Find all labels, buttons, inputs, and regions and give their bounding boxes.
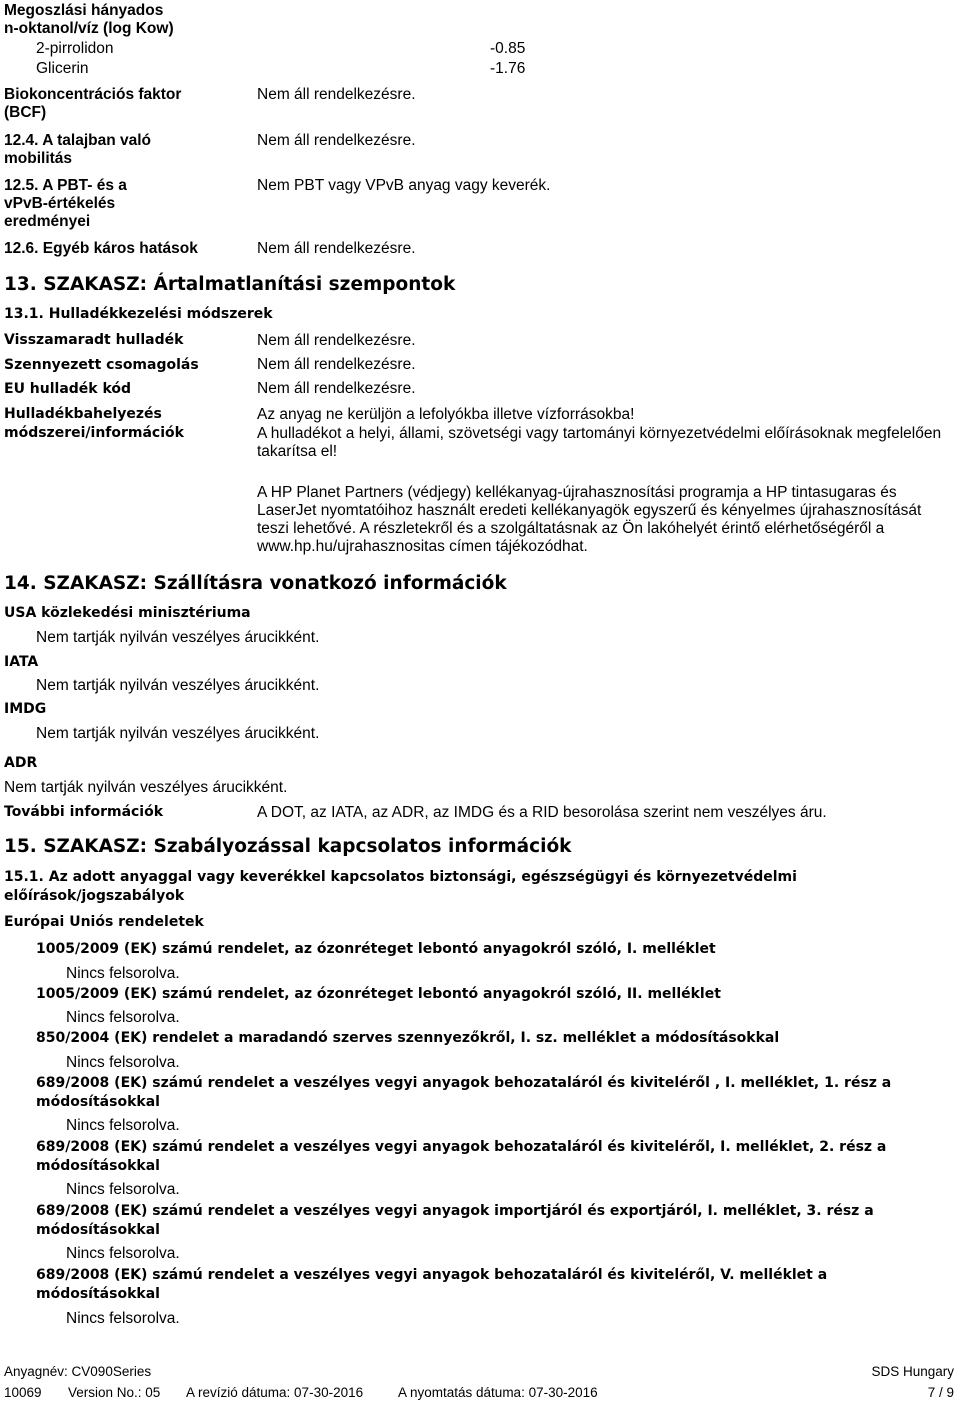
soil-mobility-value: Nem áll rendelkezésre.: [257, 132, 416, 149]
eu-waste-code-label: EU hulladék kód: [4, 381, 132, 397]
section-15-heading: 15. SZAKASZ: Szabályozással kapcsolatos információk: [4, 836, 572, 857]
eu-regulations-label: Európai Uniós rendeletek: [4, 914, 204, 930]
eu-waste-code-value: Nem áll rendelkezésre.: [257, 380, 416, 397]
contaminated-packaging-value: Nem áll rendelkezésre.: [257, 356, 416, 373]
contaminated-packaging-label: Szennyezett csomagolás: [4, 357, 199, 373]
pbt-value: Nem PBT vagy VPvB anyag vagy keverék.: [257, 177, 551, 194]
pbt-label: 12.5. A PBT- és a vPvB-értékelés eredményei: [4, 177, 127, 230]
regulation-title: 689/2008 (EK) számú rendelet a veszélyes vegyi anyagok behozataláról és kiviteléről, V. melléklet a módosításokkal: [36, 1267, 828, 1302]
bcf-label: Biokoncentrációs faktor (BCF): [4, 86, 182, 121]
other-effects-label: 12.6. Egyéb káros hatások: [4, 240, 198, 257]
other-effects-value: Nem áll rendelkezésre.: [257, 240, 416, 257]
iata-label: IATA: [4, 654, 39, 670]
regulation-status: Nincs felsorolva.: [66, 1117, 180, 1134]
adr-label: ADR: [4, 755, 38, 771]
footer-sds-label: SDS Hungary: [871, 1364, 954, 1379]
usa-dot-label: USA közlekedési minisztériuma: [4, 605, 251, 621]
adr-value: Nem tartják nyilván veszélyes árucikként.: [4, 779, 288, 796]
iata-value: Nem tartják nyilván veszélyes árucikként.: [36, 677, 320, 694]
footer-print-date: A nyomtatás dátuma: 07-30-2016: [398, 1385, 598, 1400]
section-13-heading: 13. SZAKASZ: Ártalmatlanítási szempontok: [4, 274, 456, 295]
footer-version: Version No.: 05: [68, 1385, 161, 1400]
disposal-instruction-1: Az anyag ne kerüljön a lefolyókba illetve vízforrásokba!: [257, 406, 635, 423]
further-info-value: A DOT, az IATA, az ADR, az IMDG és a RID besorolása szerint nem veszélyes áru.: [257, 804, 827, 821]
regulation-title: 689/2008 (EK) számú rendelet a veszélyes vegyi anyagok importjáról és exportjáról, I. melléklet, 3. rész a módosításokkal: [36, 1203, 874, 1238]
regulation-title: 689/2008 (EK) számú rendelet a veszélyes vegyi anyagok behozataláról és kiviteléről, I. melléklet, 2. rész a módosításokkal: [36, 1139, 887, 1174]
imdg-value: Nem tartják nyilván veszélyes árucikként.: [36, 725, 320, 742]
section-14-heading: 14. SZAKASZ: Szállításra vonatkozó információk: [4, 573, 507, 594]
disposal-methods-label: Hulladékbahelyezés módszerei/információk: [4, 406, 184, 441]
regulation-status: Nincs felsorolva.: [66, 965, 180, 982]
disposal-instruction-2: A hulladékot a helyi, állami, szövetségi vagy tartományi környezetvédelmi előírásoknak megfelelően takarítsa el!: [257, 425, 942, 460]
partition-row-name: 2-pirrolidon: [36, 40, 114, 57]
hp-planet-partners-text: A HP Planet Partners (védjegy) kellékanyag-újrahasznosítási programja a HP tintasugaras és LaserJet nyomtatóihoz használt eredeti kellékanyagök egyszerű és kényelmes újrahasznosítását teszi lehetővé. A részletekről és a szolgáltatásnak az Ön lakóhelyét érintő elérhetőségéről a www.hp.hu/ujrahasznositas címen tájékozódhat.: [257, 484, 922, 555]
section-15-1-heading: 15.1. Az adott anyaggal vagy keverékkel kapcsolatos biztonsági, egészségügyi és környezetvédelmi előírások/jogszabályok: [4, 869, 797, 904]
footer-doc-number: 10069: [4, 1385, 42, 1400]
regulation-status: Nincs felsorolva.: [66, 1310, 180, 1327]
footer-page-number: 7 / 9: [927, 1385, 954, 1400]
regulation-status: Nincs felsorolva.: [66, 1054, 180, 1071]
imdg-label: IMDG: [4, 701, 47, 717]
regulation-status: Nincs felsorolva.: [66, 1245, 180, 1262]
further-info-label: További információk: [4, 804, 164, 820]
footer-revision-date: A revízió dátuma: 07-30-2016: [186, 1385, 364, 1400]
partition-row-name: Glicerin: [36, 60, 89, 77]
usa-dot-value: Nem tartják nyilván veszélyes árucikként.: [36, 629, 320, 646]
residual-waste-label: Visszamaradt hulladék: [4, 332, 184, 348]
soil-mobility-label: 12.4. A talajban való mobilitás: [4, 132, 152, 167]
regulation-title: 1005/2009 (EK) számú rendelet, az ózonréteget lebontó anyagokról szóló, I. melléklet: [36, 941, 716, 957]
partition-row-value: -0.85: [490, 40, 526, 57]
bcf-value: Nem áll rendelkezésre.: [257, 86, 416, 103]
regulation-status: Nincs felsorolva.: [66, 1181, 180, 1198]
residual-waste-value: Nem áll rendelkezésre.: [257, 332, 416, 349]
footer-product-name: Anyagnév: CV090Series: [4, 1364, 152, 1379]
regulation-status: Nincs felsorolva.: [66, 1009, 180, 1026]
regulation-title: 850/2004 (EK) rendelet a maradandó szerves szennyezőkről, I. sz. melléklet a módosításokkal: [36, 1030, 780, 1046]
regulation-title: 689/2008 (EK) számú rendelet a veszélyes vegyi anyagok behozataláról és kiviteléről , I. melléklet, 1. rész a módosításokkal: [36, 1075, 892, 1110]
partition-row-value: -1.76: [490, 60, 526, 77]
partition-coefficient-label: Megoszlási hányados n-oktanol/víz (log Kow): [4, 2, 174, 37]
regulation-title: 1005/2009 (EK) számú rendelet, az ózonréteget lebontó anyagokról szóló, II. melléklet: [36, 986, 721, 1002]
section-13-1-heading: 13.1. Hulladékkezelési módszerek: [4, 306, 273, 322]
